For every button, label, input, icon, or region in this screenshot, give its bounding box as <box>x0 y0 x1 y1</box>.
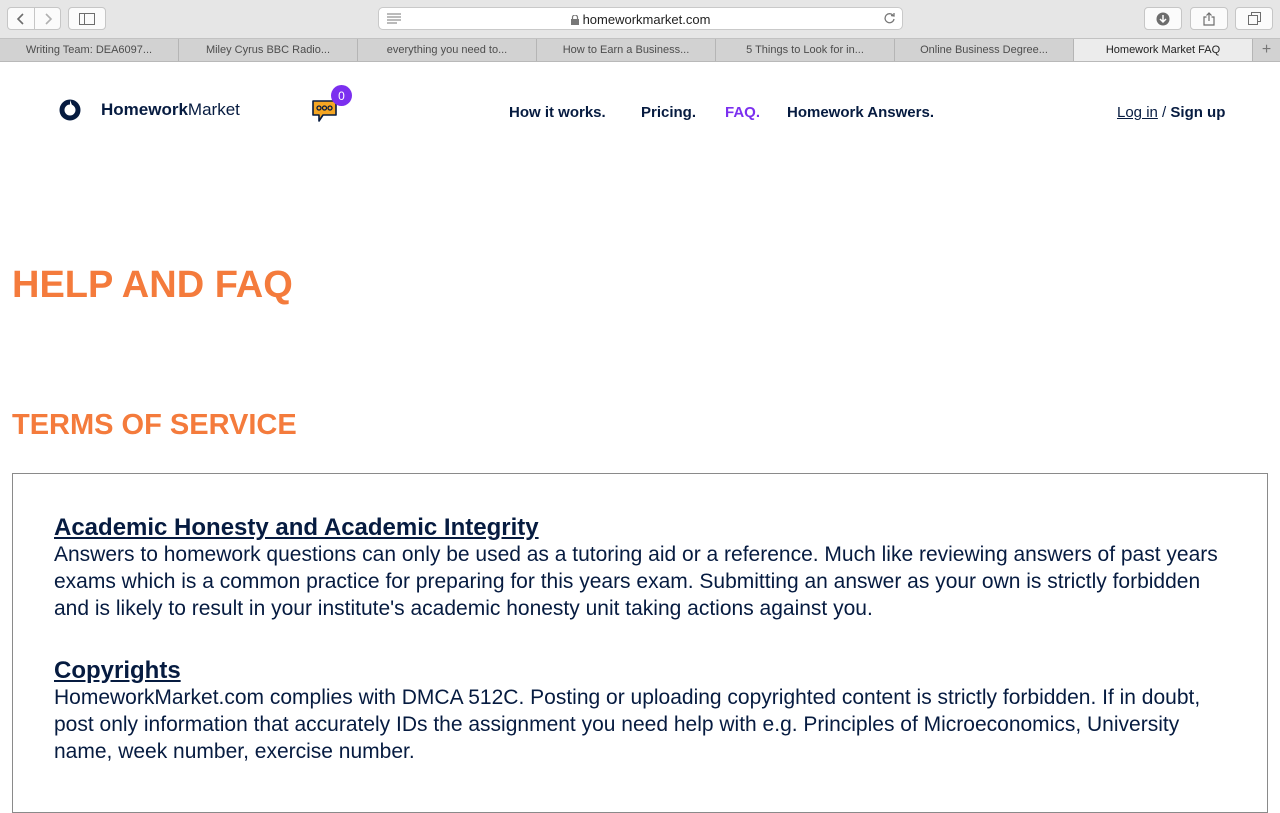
tab-bar <box>0 38 1280 62</box>
forward-button[interactable] <box>34 8 60 29</box>
url-text <box>379 12 902 27</box>
logo-text-regular: Market <box>187 100 240 119</box>
logo-text-bold: Homework <box>101 100 188 119</box>
auth-links <box>1117 104 1225 121</box>
section-title-academic-honesty: Academic Honesty and Academic Integrity <box>54 514 539 541</box>
browser-tab[interactable]: How to Earn a Business... <box>537 39 716 61</box>
auth-separator: / <box>1157 104 1171 121</box>
nav-how-it-works[interactable]: How it works. <box>509 104 606 121</box>
page-subtitle: TERMS OF SERVICE <box>12 409 297 441</box>
nav-pricing[interactable]: Pricing. <box>641 104 697 121</box>
logo-icon <box>59 99 81 121</box>
browser-tab[interactable]: Writing Team: DEA6097... <box>0 39 179 61</box>
downloads-button[interactable] <box>1144 7 1182 30</box>
browser-tab-active[interactable]: Homework Market FAQ <box>1074 39 1253 61</box>
browser-toolbar <box>0 0 1280 38</box>
section-body-copyrights: HomeworkMarket.com complies with DMCA 512C. Posting or uploading copyrighted content is strictly forbidden. If in doubt, post only information that accurately IDs the assignment you need help with e.g. Principles of Microeconomics, University name, week number, exercise number. <box>54 686 1201 763</box>
browser-tab[interactable]: Online Business Degree... <box>895 39 1074 61</box>
signup-link[interactable]: Sign up <box>1170 104 1226 121</box>
login-link[interactable]: Log in <box>1117 104 1158 121</box>
sidebar-icon <box>79 13 95 25</box>
nav-faq[interactable]: FAQ. <box>725 104 761 121</box>
browser-tab[interactable]: 5 Things to Look for in... <box>716 39 895 61</box>
back-button[interactable] <box>8 8 34 29</box>
logo-text <box>101 100 240 120</box>
tab-overview-button[interactable] <box>1235 7 1273 30</box>
download-icon <box>1156 12 1170 26</box>
chevron-right-icon <box>43 13 53 25</box>
address-bar[interactable] <box>378 7 903 30</box>
terms-box <box>12 473 1268 813</box>
section-title-copyrights: Copyrights <box>54 657 181 684</box>
tabs-icon <box>1248 12 1261 25</box>
site-logo[interactable] <box>59 99 240 121</box>
browser-tab[interactable]: everything you need to... <box>358 39 537 61</box>
chevron-left-icon <box>16 13 26 25</box>
share-icon <box>1203 12 1215 26</box>
share-button[interactable] <box>1190 7 1228 30</box>
chat-count-badge: 0 <box>331 85 352 106</box>
reload-icon[interactable] <box>883 12 896 25</box>
section-body-academic-honesty: Answers to homework questions can only be used as a tutoring aid or a reference. Much like reviewing answers of past years exams which is a common practice for preparing for this years exam. Submitting an answer as your own is strictly forbidden and is likely to result in your institute's academic honesty unit taking actions against you. <box>54 543 1218 620</box>
url-label: homeworkmarket.com <box>582 12 711 27</box>
new-tab-button[interactable]: + <box>1261 41 1272 58</box>
browser-tab[interactable]: Miley Cyrus BBC Radio... <box>179 39 358 61</box>
history-buttons <box>7 7 61 30</box>
page-title: HELP AND FAQ <box>12 264 293 306</box>
lock-icon <box>571 15 579 25</box>
sidebar-button[interactable] <box>68 7 106 30</box>
nav-homework-answers[interactable]: Homework Answers. <box>787 104 934 121</box>
